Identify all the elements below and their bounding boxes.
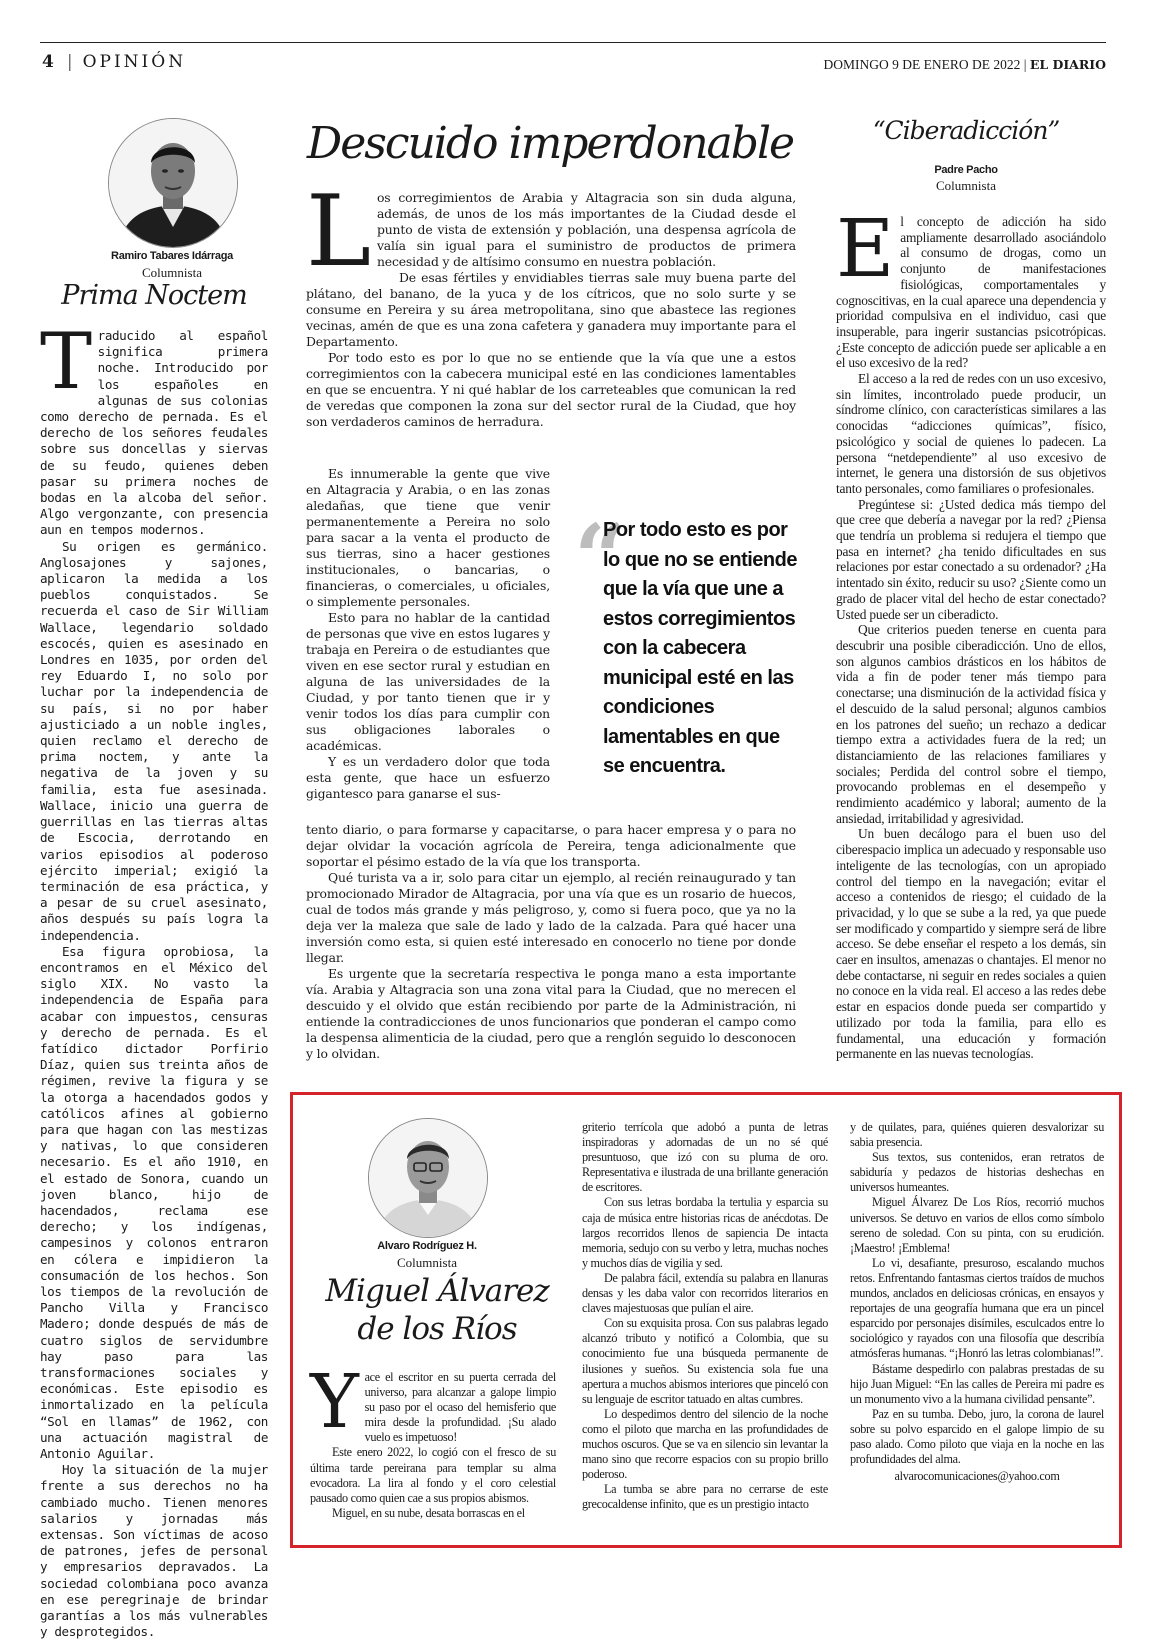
paragraph: Paz en su tumba. Debo, juro, la corona de laurel sobre su polvo esparcido en el galope limpio de su paso alado. Como piloto que viaja en la noche en las profundidades del alma.	[850, 1406, 1104, 1467]
dropcap-box: Y	[310, 1359, 359, 1445]
column-title-left: Prima Noctem	[61, 280, 247, 311]
page-number: 4	[42, 52, 57, 72]
paragraph: Lo vi, desafiante, presuroso, escalando muchos retos. Enfrentando fantasmas ciertos traídos de muchos mundos, anclados en deliciosas crónicas, en ensayos y reportajes de una geografía humana que era un pincel esparcido por personajes disímiles, esculcados entre lo sociológico y rayados con una filosofía que describía atmósferas humanas. “¡Honró las letras colombianas!”.	[850, 1255, 1104, 1361]
paragraph: Que criterios pueden tenerse en cuenta para descubrir una posible ciberadicción. Uno de ellos, son algunos cambios drásticos en los hábitos de vida a fin de poder tener más tiempo para conectarse; una disminución de la actividad física y el descuido de la salud personal; algunos cambios en los patrones del sueño; un rechazo a dedicar tiempo extra a actividades fuera de la red; un distanciamiento de las relaciones familiares y sociales; Perdida del control sobre el tiempo, provocando problemas en el desempeño y rendimiento académico y laboral; aumento de la ansiedad, irritabilidad y agresividad.	[836, 622, 1106, 826]
author-name-right: Padre Pacho	[934, 164, 998, 176]
article-body-box-col2	[582, 1120, 828, 1512]
page-header-left	[42, 52, 186, 72]
column-title-center: Descuido imperdonable	[306, 118, 794, 169]
author-role-box: Columnista	[397, 1255, 457, 1270]
author-name-left: Ramiro Tabares Idárraga	[111, 250, 233, 262]
section-name: OPINIÓN	[82, 52, 187, 72]
paragraph: Bástame despedirlo con palabras prestadas de su hijo Juan Miguel: “En las calles de Pereira mi padre es un monumento vivo a la humana civilidad pensante”.	[850, 1361, 1104, 1406]
article-body-box-col1	[310, 1359, 556, 1521]
header-rule	[40, 42, 1106, 43]
author-role-left: Columnista	[142, 265, 202, 280]
paragraph: El acceso a la red de redes con un uso excesivo, sin límites, incontrolado puede producir, un síndrome clínico, con características similares a las conocidas “adicciones químicas”, físico, psicológico y social de quienes lo padecen. La persona “netdependiente” al uso excesivo de internet, le genera una distorsión de sus objetivos tanto personales, como familiares o profesionales.	[836, 371, 1106, 496]
article-body-center-bottom	[306, 822, 796, 1062]
paragraph: Por todo esto es por lo que no se entiende que la vía que une a estos corregimientos con la cabecera municipal esté en las condiciones lamentables en que se encuentra. Y ni qué hablar de los carreteables que comunican la red de veredas que componen la zona sur del sector rural de la Ciudad, que hoy son verdaderos caminos de herradura.	[306, 350, 796, 429]
paragraph: Esa figura oprobiosa, la encontramos en el México del siglo XIX. No vasto la independencia de España para acabar con impuestos, censuras y derecho de pernada. Es el fatídico dictador Porfirio Díaz, quien sus treinta años de régimen, revive la figura y se la otorga a hacendados godos y católicos afines al gobierno para que hagan con las mestizas y nativas, lo que consideren necesario. Es el año 1910, en el estado de Sonora, cuando un joven blanco, hijo de hacendados, reclama ese derecho; y los indígenas, campesinos y colonos entraron en cólera e impidieron la consumación de los hechos. Son los tiempos de la revolución de Pancho Villa y Francisco Madero; donde después de más de cuatro siglos de servidumbre hay paso para las transformaciones sociales y económicas. Este episodio es inmortalizado en la película “Sol en llamas” de 1962, con una actuación magistral de Antonio Aguilar.	[40, 943, 268, 1462]
paragraph: y de quilates, para, quiénes quieren desvalorizar su sabia presencia.	[850, 1120, 1104, 1150]
page-header-right	[824, 57, 1107, 73]
author-name-box: Alvaro Rodríguez H.	[377, 1240, 477, 1252]
paragraph: Pregúntese si: ¿Usted dedica más tiempo del que cree que debería a navegar por la red? ¿Piensa que tendría un problema si redujera el tiempo que pasa en internet? ¿ha tenido dificultades en sus relaciones por estar conectado a su ordenador? ¿Ha intentado sin éxito, reducir su uso? ¿Siente como un grado de placer vital del hecho de estar conectado? Usted puede ser un ciberadicto.	[836, 496, 1106, 622]
paragraph: Esto para no hablar de la cantidad de personas que vive en estos lugares y trabaja en Pereira o de estudiantes que viven en ese sector rural y estudian en alguna de las universidades de la Ciudad, y por tanto tienen que ir y venir todos los días para cumplir con sus obligaciones laborales o académicas.	[306, 610, 550, 753]
paragraph: raducido al español significa primera noche. Introducido por los españoles en algunas de sus colonias como derecho de pernada. Es el derecho de los señores feudales sobre sus doncellas y siervas de su feudo, quienes deben pasar su primera noches de bodas en la alcoba del señor. Algo vergonzante, con presencia aun en tempos modernos.	[40, 328, 268, 538]
article-body-center-narrow	[306, 466, 550, 802]
paragraph: Y es un verdadero dolor que toda esta gente, que hace un esfuerzo gigantesco para ganarse el sus-	[306, 754, 550, 801]
column-title-right: “Ciberadicción”	[872, 116, 1060, 145]
author-photo-box	[368, 1118, 488, 1238]
dropcap-left: T	[40, 317, 92, 407]
paragraph: Con su exquisita prosa. Con sus palabras legado alcanzó tributo y notificó a Colombia, que su conocimiento fue una búsqueda permanente de ilusiones y sueños. Su existencia sola fue una apertura a muchos abismos interiores que pinceló con su lenguaje de escritor tatuado en altas cumbres.	[582, 1316, 829, 1406]
paragraph: Un buen decálogo para el buen uso del ciberespacio implica un adecuado y responsable uso inteligente de las tecnologías, con un apropiado control del tiempo en la navegación; evitar el acceso a contenidos de riesgo; el cuidado de la privacidad, y lo que se sube a la red, ya que puede ser modificado y compartido y siempre será de libre acceso. Se debe enseñar el respeto a los demás, sin caer en insultos, amenazas o chantajes. El menor no debe contactarse, ni seguir en redes sociales a quien no conoce en la vida real. El acceso a las redes debe estar en espacios donde pueda ser compartido y utilizado por toda la familia, para ello es fundamental, una educación y formación permanente en las nuevas tecnologías.	[836, 826, 1106, 1062]
paragraph: Miguel, en su nube, desata borrascas en el	[332, 1505, 525, 1520]
article-body-center-top	[306, 175, 796, 430]
paragraph: l concepto de adicción ha sido ampliamente desarrollado asociándolo al consumo de drogas, como un conjunto de manifestaciones fisiológicas, comportamentales y cognoscitivas, en la cual aparece una dependencia y prioridad compulsiva en el individuo, casi que insuperable, para ingerir sustancias psicotrópicas. ¿Este concepto de adicción puede ser aplicable a en el uso excesivo de la red?	[836, 214, 1106, 371]
paragraph: Qué turista va a ir, solo para citar un ejemplo, al recién reinaugurado y tan promocionado Mirador de Altagracia, por una vía que es un rosario de huecos, cual de todos más grande y más peligroso, y, como si fuera poco, que ya no la deja ver la maleza que sale de lado y lado de la calzada. Para qué hacer una inversión como esta, si quien esté interesado en conocerlo no tiene por donde llegar.	[306, 870, 796, 965]
paragraph: Con sus letras bordaba la tertulia y esparcia su caja de música entre historias ricas de anécdotas. De largos recorridos llenos de sapiencia De intacta memoria, sedujo con su verbo y letra, muchas noches y muchos días de vigilia y sed.	[582, 1195, 828, 1270]
paragraph: griterio terrícola que adobó a punta de letras inspiradoras y adornadas de un no sé qué presuntuoso, que izó con su pluma de oro. Representativa e ilustrada de una brillante generación de escritores.	[582, 1120, 828, 1195]
paragraph: Su origen es germánico. Anglosajones y sajones, aplicaron la medida a los pueblos conquistados. Se recuerda el caso de Sir William Wallace, legendario soldado escocés, quien es asesinado en Londres en 1035, por orden del rey Eduardo I, no solo por luchar por la independencia de su país, si no por haber ajusticiado a un noble ingles, quien reclamo el derecho de prima noctem, y ante la negativa de la joven y su familia, esta fue asesinada. Wallace, inicio una guerra de guerrillas en las tierras altas de Escocia, derrotando en varios episodios al poderoso ejército imperial; exigió la terminación de esa práctica, y a pesar de su cruel asesinato, años después su país logra la independencia.	[40, 538, 268, 943]
dropcap-center: L	[306, 175, 371, 289]
paragraph: La tumba se abre para no cerrarse de este grecocaldense infinito, que es un prestigio intacto	[582, 1482, 828, 1512]
paragraph: Hoy la situación de la mujer frente a sus derechos no ha cambiado mucho. Tienen menores salarios y jornadas más extensas. Son víctimas de acoso de patrones, jefes de personal y empresarios depravados. La sociedad colombiana poco avanza en ese peregrinaje de brindar garantías a los más vulnerables y desprotegidos.	[40, 1462, 268, 1640]
author-role-right: Columnista	[936, 178, 996, 193]
paragraph: ace el escritor en su puerta cerrada del universo, para alcanzar a galope limpio su paso por el ocaso del hemisferio que mira desde la profundidad. ¡Su alado vuelo es impetuoso!	[364, 1370, 556, 1445]
portrait-icon	[109, 119, 237, 247]
quote-mark-icon: “	[574, 504, 627, 612]
paragraph: De palabra fácil, extendía su palabra en llanuras densas y les daba valor con recorridos literarios en claves majestuosas que pulían el aire.	[582, 1270, 828, 1316]
paragraph: Sus textos, sus contenidos, eran retratos de sabiduría y pedazos de historias deshechas en universos humeantes.	[850, 1150, 1104, 1195]
paragraph: De esas fértiles y envidiables tierras sale muy buena parte del plátano, del banano, de la yuca y de los cítricos, que no solo surte y se consume en Pereira y su área metropolitana, sino que abastece las regiones vecinas, amén de que es una zona cafetera y ganadera muy importante para el Departamento.	[306, 270, 796, 349]
paragraph: Miguel Álvarez De Los Ríos, recorrió muchos universos. Se detuvo en varios de ellos como símbolo sereno de soledad. Con su pinta, con su erudición. ¡Maestro! ¡Emblema!	[850, 1195, 1104, 1255]
article-title-line: de los Ríos	[357, 1311, 517, 1347]
newspaper-name: EL DIARIO	[1029, 57, 1106, 72]
paragraph: Es urgente que la secretaría respectiva le ponga mano a esta importante vía. Arabia y Altagracia son una zona vital para la Ciudad, que no merecen el descuido y el olvido que están recibiendo por parte de la Administración, ni entiende la contradicciones de unos funcionarios que ponderan el campo como la despensa alimenticia de la ciudad, pero que a renglón seguido lo desconocen y lo olvidan.	[306, 966, 796, 1061]
paragraph: os corregimientos de Arabia y Altagracia son sin duda alguna, además, de unos de los más importantes de la Ciudad desde el punto de vista de extensión y población, una despensa agrícola de valía sin igual para el suministro de productos de primera necesidad y de altísimo consumo en nuestra población.	[376, 190, 796, 269]
author-photo-left	[108, 118, 238, 248]
paragraph: Lo despedimos dentro del silencio de la noche como el piloto que marcha en las profundidades de muchos oscuros. Que se va en silencio sin levantar la mano sino que recorre espacios con su propio brillo poderoso.	[582, 1406, 828, 1482]
issue-date: DOMINGO 9 DE ENERO DE 2022 |	[823, 57, 1027, 72]
header-separator: |	[66, 52, 73, 72]
article-body-box-col3	[850, 1120, 1104, 1484]
article-body-left	[40, 317, 268, 1640]
pull-quote: Por todo esto es por lo que no se entiende que la vía que une a estos corregimientos con la cabecera municipal esté en las condiciones lamentables en que se encuentra.	[603, 519, 797, 777]
paragraph: tento diario, o para formarse y capacitarse, o para hacer empresa y o para no dejar olvidar la vocación agrícola de Pereira, tenga adicionalmente que soportar el pésimo estado de la vía que los transporta.	[306, 822, 796, 869]
article-title-line: Miguel Álvarez	[325, 1273, 549, 1309]
paragraph: Este enero 2022, lo cogió con el fresco de su última tarde pereirana para templar su alma evocadora. La lira al fondo y el coro celestial pausado como quien cae a sus propios abismos.	[310, 1445, 556, 1505]
paragraph: Es innumerable la gente que vive en Altagracia y Arabia, o en las zonas aledañas, que tiene que venir permanentemente a Pereira no solo para sacar a la venta el producto de sus tierras, sino a hacer gestiones institucionales, o bancarias, o financieras, o comerciales, u oficiales, o simplemente personales.	[306, 466, 550, 609]
author-email[interactable]: alvarocomunicaciones@yahoo.com	[894, 1469, 1060, 1484]
dropcap-right: E	[836, 202, 895, 295]
article-title-box	[310, 1272, 564, 1348]
article-body-right	[836, 202, 1106, 1062]
portrait-icon	[369, 1119, 487, 1237]
